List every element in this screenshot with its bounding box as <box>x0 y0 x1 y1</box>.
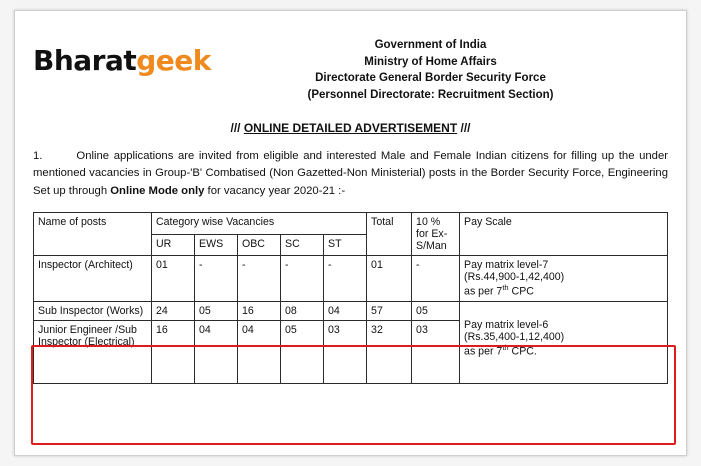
row-ews: 05 <box>195 301 238 320</box>
row-pay-scale <box>460 256 668 302</box>
bharatgeek-logo <box>33 37 223 75</box>
row-ex: 05 <box>412 301 460 320</box>
row-total: 32 <box>367 320 412 383</box>
row-ur: 01 <box>152 256 195 302</box>
logo-text-geek: geek <box>136 44 211 77</box>
page-title <box>33 121 668 135</box>
header-ews: EWS <box>195 234 238 256</box>
logo-text-bharat: Bharat <box>33 44 137 77</box>
pay-line-3-b: CPC <box>508 285 534 298</box>
row-st: 04 <box>324 301 367 320</box>
ad-title-prefix: /// <box>230 120 244 135</box>
row-ews: - <box>195 256 238 302</box>
header-category-wise: Category wise Vacancies <box>152 213 367 235</box>
pay-line-2: (Rs.44,900-1,42,400) <box>464 271 565 284</box>
paragraph-text-c: for vacancy year 2020-21 :- <box>204 184 346 197</box>
row-total: 01 <box>367 256 412 302</box>
merged-pay-line-3 <box>464 343 663 358</box>
row-post-name: Sub Inspector (Works) <box>34 301 152 320</box>
paragraph-number: 1. <box>33 149 43 162</box>
header-st: ST <box>324 234 367 256</box>
org-line-ministry: Ministry of Home Affairs <box>364 55 497 68</box>
intro-paragraph <box>33 148 668 201</box>
header-ex-serviceman: 10 % for Ex-S/Man <box>412 213 460 256</box>
header-total: Total <box>367 213 412 256</box>
table-row <box>34 301 668 320</box>
pay-line-3-sup: th <box>502 283 509 293</box>
row-sc: 05 <box>281 320 324 383</box>
header-ur: UR <box>152 234 195 256</box>
row-ur: 24 <box>152 301 195 320</box>
header-name-of-posts: Name of posts <box>34 213 152 256</box>
advertisement-sheet <box>14 10 687 456</box>
organisation-block <box>223 37 668 104</box>
row-sc: - <box>281 256 324 302</box>
table-row <box>34 256 668 302</box>
row-post-name: Inspector (Architect) <box>34 256 152 302</box>
vacancy-table <box>33 212 668 384</box>
header-obc: OBC <box>238 234 281 256</box>
row-st: - <box>324 256 367 302</box>
row-obc: - <box>238 256 281 302</box>
row-ur: 16 <box>152 320 195 383</box>
header-sc: SC <box>281 234 324 256</box>
row-ex: 03 <box>412 320 460 383</box>
row-ex: - <box>412 256 460 302</box>
row-obc: 16 <box>238 301 281 320</box>
ad-title-text: ONLINE DETAILED ADVERTISEMENT <box>243 120 458 135</box>
row-ews: 04 <box>195 320 238 383</box>
row-post-name: Junior Engineer /Sub Inspector (Electrical) <box>34 320 152 383</box>
paragraph-text-a: Online applications are invited from eligible and interested Male and Female Indian citizens for filling up the under mentioned vacancies in Group-'B' Combatised (Non Gazetted-Non Ministerial) posts in the Border Security Force, Engineering Set up through <box>33 149 668 197</box>
document-header <box>33 25 668 104</box>
org-line-directorate: Directorate General Border Security Force <box>315 72 546 85</box>
ad-title-suffix: /// <box>457 120 471 135</box>
merged-pay-line-3-a: as per 7 <box>464 345 503 358</box>
row-obc: 04 <box>238 320 281 383</box>
pay-line-3-a: as per 7 <box>464 285 503 298</box>
table-header-row-1 <box>34 213 668 235</box>
org-line-government: Government of India <box>374 39 487 51</box>
pay-line-1: Pay matrix level-7 <box>464 259 549 272</box>
org-line-personnel: (Personnel Directorate: Recruitment Section) <box>307 89 554 102</box>
header-pay-scale: Pay Scale <box>460 213 668 256</box>
pay-line-3 <box>464 283 663 298</box>
merged-pay-line-3-b: CPC. <box>508 345 537 358</box>
row-pay-scale-merged <box>460 301 668 383</box>
merged-pay-line-3-sup: th <box>502 342 509 352</box>
row-total: 57 <box>367 301 412 320</box>
merged-pay-line-2: (Rs.35,400-1,12,400) <box>464 330 565 343</box>
paragraph-bold-online-mode: Online Mode only <box>110 184 205 197</box>
row-sc: 08 <box>281 301 324 320</box>
merged-pay-line-1: Pay matrix level-6 <box>464 318 549 331</box>
row-st: 03 <box>324 320 367 383</box>
